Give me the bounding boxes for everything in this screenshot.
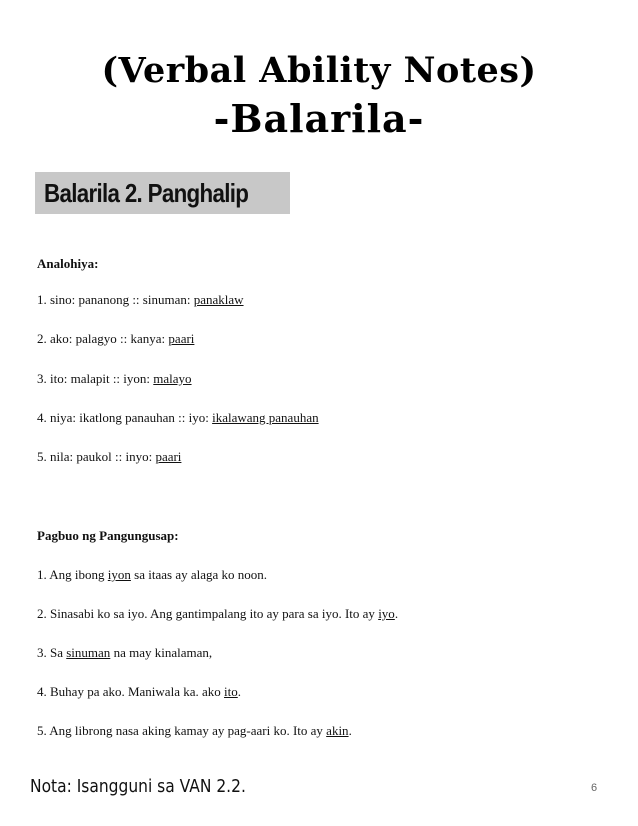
answer-text: malayo <box>153 371 192 386</box>
analohiya-item-2: 2. ako: palagyo :: kanya: paari <box>37 331 195 346</box>
answer-text: panaklaw <box>193 292 244 307</box>
pagbuo-item-3: 3. Sa sinuman na may kinalaman, <box>37 645 213 660</box>
pagbuo-item-4: 4. Buhay pa ako. Maniwala ka. ako ito. <box>37 684 241 699</box>
pagbuo-heading: Pagbuo ng Pangungusap: <box>37 528 179 543</box>
section-title: Balarila 2. Panghalip <box>44 177 249 208</box>
section-banner <box>35 172 290 214</box>
answer-text: sinuman <box>66 645 111 660</box>
pagbuo-item-5: 5. Ang librong nasa aking kamay ay pag-aari ko. Ito ay akin. <box>37 723 352 738</box>
answer-text: iyo <box>378 606 395 621</box>
answer-text: paari <box>155 449 182 464</box>
analohiya-heading: Analohiya: <box>37 256 99 271</box>
analohiya-item-3: 3. ito: malapit :: iyon: malayo <box>37 371 192 386</box>
pagbuo-item-1: 1. Ang ibong iyon sa itaas ay alaga ko noon. <box>37 567 268 582</box>
footer-note: Nota: Isangguni sa VAN 2.2. <box>30 776 246 797</box>
pagbuo-item-2: 2. Sinasabi ko sa iyo. Ang gantimpalang ito ay para sa iyo. Ito ay iyo. <box>37 606 399 621</box>
answer-text: ito <box>224 684 238 699</box>
page-subtitle: -Balarila- <box>213 96 425 141</box>
page-number: 6 <box>591 782 598 794</box>
analohiya-item-5: 5. nila: paukol :: inyo: paari <box>37 449 182 464</box>
answer-text: paari <box>168 331 195 346</box>
analohiya-item-4: 4. niya: ikatlong panauhan :: iyo: ikalawang panauhan <box>37 410 319 425</box>
analohiya-item-1: 1. sino: pananong :: sinuman: panaklaw <box>37 292 244 307</box>
page-title: (Verbal Ability Notes) <box>101 50 537 91</box>
answer-text: ikalawang panauhan <box>212 410 319 425</box>
answer-text: iyon <box>107 567 131 582</box>
answer-text: akin <box>326 723 349 738</box>
